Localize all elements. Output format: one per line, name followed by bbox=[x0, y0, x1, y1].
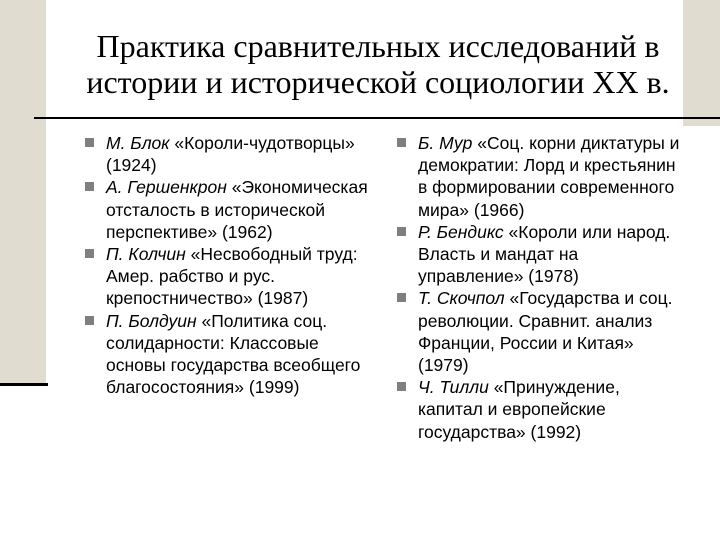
work-title: «Несвободный труд: Амер. рабство и рус. крепостничество» (1987) bbox=[106, 244, 358, 309]
author-name: Б. Мур bbox=[418, 133, 473, 153]
left-bullet-list bbox=[84, 132, 376, 398]
author-name: Т. Скочпол bbox=[418, 288, 505, 309]
left-column bbox=[84, 132, 376, 398]
square-bullet-icon bbox=[85, 316, 94, 325]
right-bullet-list bbox=[396, 132, 686, 443]
list-item bbox=[84, 176, 376, 243]
left-accent-line bbox=[0, 383, 48, 386]
list-item bbox=[84, 310, 376, 399]
author-name: А. Гершенкрон bbox=[106, 177, 227, 198]
square-bullet-icon bbox=[85, 138, 94, 147]
author-name: Ч. Тилли bbox=[418, 377, 489, 398]
title-divider bbox=[34, 117, 720, 119]
left-accent-bar bbox=[0, 0, 46, 383]
list-item bbox=[396, 376, 686, 443]
work-title: «Короли или народ. Власть и мандат на управление» (1978) bbox=[418, 221, 671, 287]
title-line-2: истории и исторической социологии XX в. bbox=[86, 64, 670, 100]
title-line-1: Практика сравнительных исследований в bbox=[96, 28, 660, 64]
list-item bbox=[396, 221, 686, 288]
square-bullet-icon bbox=[397, 382, 406, 391]
square-bullet-icon bbox=[85, 249, 94, 258]
square-bullet-icon bbox=[85, 182, 94, 191]
square-bullet-icon bbox=[397, 227, 406, 236]
work-title: «Короли-чудотворцы» (1924) bbox=[106, 133, 355, 176]
work-title: «Государства и соц. революции. Сравнит. анализ Франции, России и Китая» (1979) bbox=[418, 288, 673, 376]
list-item bbox=[396, 132, 686, 221]
list-item bbox=[396, 287, 686, 376]
square-bullet-icon bbox=[397, 138, 406, 147]
list-item bbox=[84, 132, 376, 176]
square-bullet-icon bbox=[397, 293, 406, 302]
author-name: П. Колчин bbox=[106, 244, 186, 265]
work-title: «Соц. корни диктатуры и демократии: Лорд и крестьянин в формировании современного мира» (1966) bbox=[418, 133, 680, 220]
author-name: П. Болдуин bbox=[106, 310, 197, 331]
author-name: Р. Бендикс bbox=[418, 221, 504, 242]
work-title: «Политика соц. солидарности: Классовые основы государства всеобщего благосостояния» (1999) bbox=[106, 310, 361, 398]
work-title: «Принуждение, капитал и европейские государства» (1992) bbox=[418, 377, 620, 442]
list-item bbox=[84, 243, 376, 310]
work-title: «Экономическая отсталость в исторической перспективе» (1962) bbox=[106, 177, 368, 242]
author-name: М. Блок bbox=[106, 133, 170, 153]
slide-title bbox=[58, 28, 698, 100]
right-column bbox=[396, 132, 686, 443]
